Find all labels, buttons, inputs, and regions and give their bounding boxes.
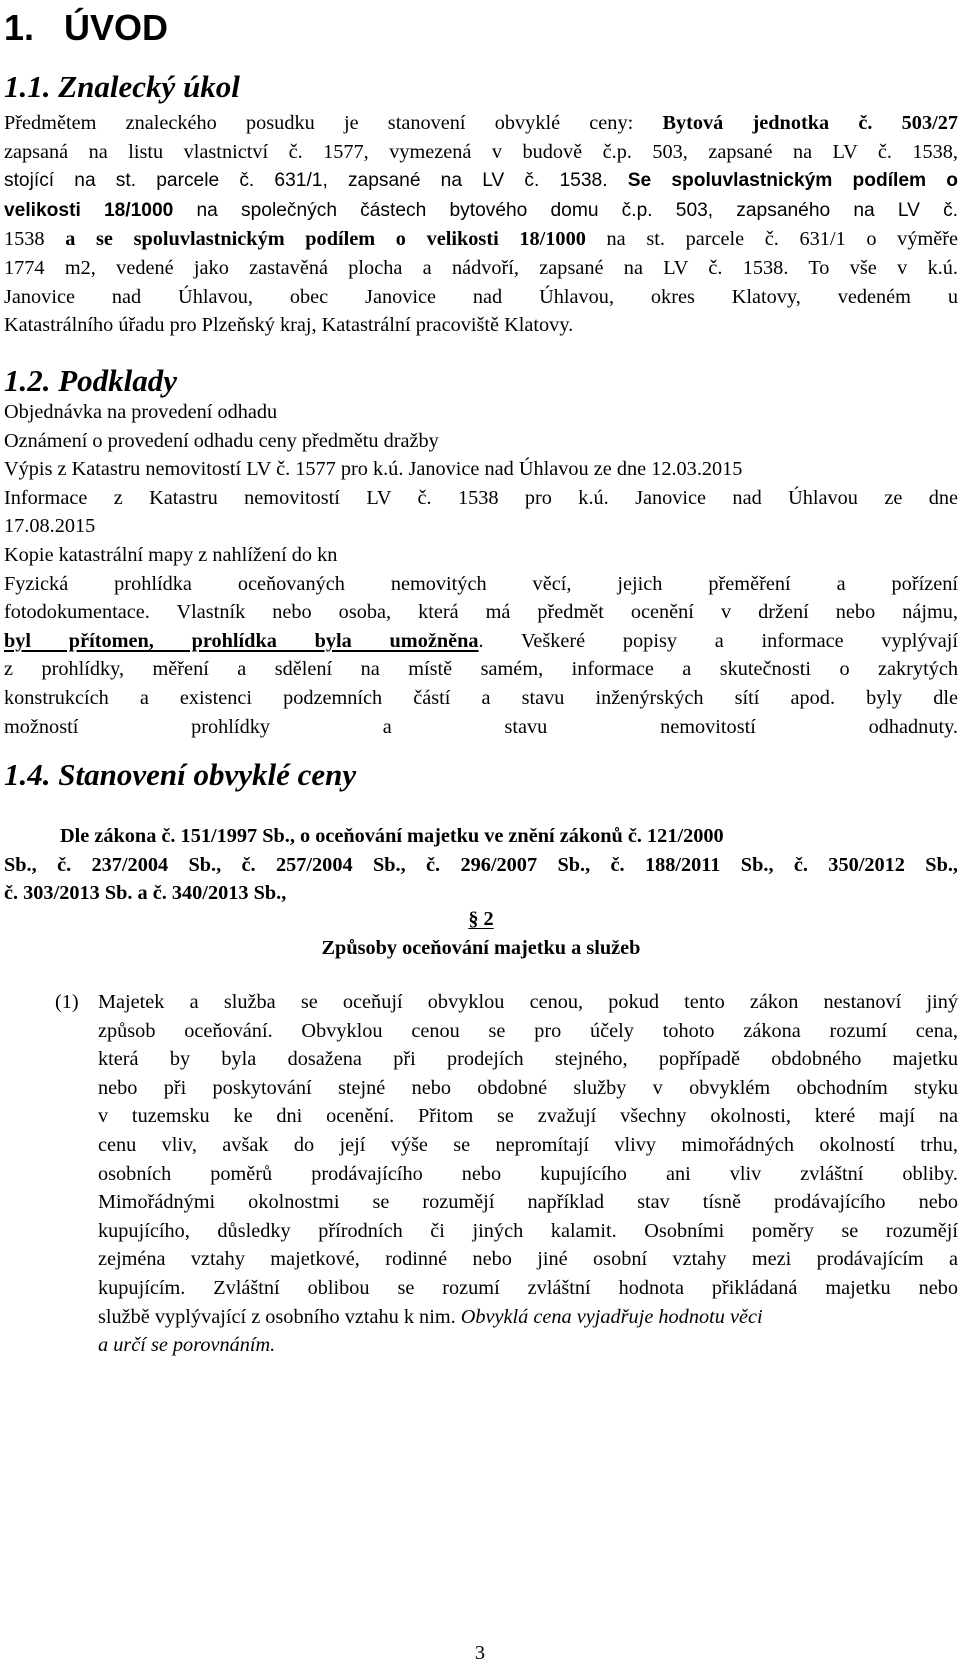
section-heading-valuation: 1.4. Stanovení obvyklé ceny (4, 757, 357, 792)
text-run: Objednávka na provedení odhadu (4, 401, 278, 423)
text-line (4, 138, 958, 167)
text-line (98, 1188, 958, 1217)
section-sources-body (4, 398, 958, 741)
text-run: 1538 (4, 228, 66, 251)
text-line (4, 283, 958, 312)
text-run: osobních poměrů prodávajícího nebo kupujícího ani vliv zvláštní obliby. (98, 1162, 958, 1185)
text-line (4, 684, 958, 713)
text-line (98, 1331, 958, 1360)
text-line (4, 512, 958, 541)
text-run: Obvyklá cena vyjadřuje hodnotu věci (460, 1305, 763, 1328)
text-line (4, 627, 958, 656)
text-line (4, 541, 958, 570)
chapter-title: ÚVOD (64, 7, 169, 48)
text-run: z prohlídky, měření a sdělení na místě samém, informace a skutečnosti o zakrytých (4, 658, 958, 681)
text-run: zapsaná na listu vlastnictví č. 1577, vymezená v budově č.p. 503, zapsané na LV č. 1538, (4, 140, 958, 163)
text-run: Majetek a služba se oceňují obvyklou cenou, pokud tento zákon nestanoví jiný (98, 991, 958, 1013)
paragraph-title: Způsoby oceňování majetku a služeb (321, 937, 641, 959)
text-line (4, 713, 958, 742)
text-run: na společných částech bytového domu č.p. 503, zapsaného na LV č. (173, 199, 958, 221)
text-run: Bytová jednotka č. (662, 112, 902, 134)
text-line (98, 1131, 958, 1160)
text-run: Se spoluvlastnickým podílem o (627, 170, 958, 192)
text-run: velikosti 18/1000 (4, 199, 174, 221)
text-run: službě vyplývající z osobního vztahu k nim. (98, 1305, 461, 1328)
text-line (98, 1274, 958, 1303)
text-line (4, 570, 958, 599)
text-run: možností prohlídky a stavu nemovitostí odhadnuty. (4, 715, 958, 738)
text-run: fotodokumentace. Vlastník nebo osoba, která má předmět ocenění v držení nebo nájmu, (4, 601, 958, 624)
law-line: č. 303/2013 Sb. a č. 340/2013 Sb., (4, 882, 287, 905)
text-run: a se spoluvlastnickým podílem o velikosti 18/1000 (65, 228, 586, 251)
text-line (98, 1102, 958, 1131)
text-run: stojící na st. parcele č. 631/1, zapsané na LV č. 1538. (4, 170, 628, 192)
text-run: Výpis z Katastru nemovitostí LV č. 1577 pro k.ú. Janovice nad Úhlavou ze dne 12.03.2015 (4, 458, 743, 481)
text-line (98, 1303, 958, 1332)
text-line (4, 225, 958, 254)
text-run: konstrukcích a existenci podzemních částí a stavu inženýrských sítí apod. byly dle (4, 686, 958, 709)
text-line (4, 655, 958, 684)
text-run: Předmětem znaleckého posudku je stanovení obvyklé ceny: (4, 112, 663, 134)
item-text (98, 988, 958, 1360)
text-run: 17.08.2015 (4, 515, 96, 538)
text-line (98, 1074, 958, 1103)
chapter-number: 1. (4, 7, 35, 48)
text-run: Oznámení o provedení odhadu ceny předmětu dražby (4, 429, 439, 452)
text-run: způsob oceňování. Obvyklou cenou se pro účely tohoto zákona rozumí cena, (98, 1019, 958, 1042)
text-run: na st. parcele č. 631/1 o výměře (585, 228, 958, 251)
law-line: Dle zákona č. 151/1997 Sb., o oceňování majetku ve znění zákonů č. 121/2000 (60, 825, 724, 847)
law-line: Sb., č. 237/2004 Sb., č. 257/2004 Sb., č. 296/2007 Sb., č. 188/2011 Sb., č. 350/2012 Sb., (4, 853, 958, 876)
text-line (4, 598, 958, 627)
text-run: která by byla dosažena při prodejích stejného, popřípadě obdobného majetku (98, 1048, 958, 1071)
text-line (4, 254, 958, 283)
text-run: . Veškeré popisy a informace vyplývají (478, 629, 958, 652)
text-line (4, 484, 958, 513)
text-run: cenu vliv, avšak do její výše se nepromítají vlivy mimořádných okolností trhu, (98, 1133, 958, 1156)
text-line (98, 988, 958, 1017)
text-line (4, 196, 958, 226)
text-line (98, 1217, 958, 1246)
text-run: 1774 m2, vedené jako zastavěná plocha a nádvoří, zapsané na LV č. 1538. To vše v k.ú. (4, 256, 958, 279)
text-run: Kopie katastrální mapy z nahlížení do kn (4, 543, 338, 566)
text-run: Fyzická prohlídka oceňovaných nemovitých věcí, jejich přeměření a pořízení (4, 572, 958, 595)
text-run: zejména vztahy majetkové, rodinné nebo jiné osobní vztahy mezi prodávajícím a (98, 1248, 958, 1271)
page-number: 3 (474, 1642, 486, 1664)
text-line (4, 311, 958, 340)
section-heading-sources: 1.2. Podklady (4, 363, 178, 398)
item-number: (1) (55, 991, 79, 1013)
section-task-body (4, 109, 958, 340)
text-run: Mimořádnými okolnostmi se rozumějí například stav tísně prodávajícího nebo (98, 1191, 958, 1214)
text-run: Informace z Katastru nemovitostí LV č. 1538 pro k.ú. Janovice nad Úhlavou ze dne (4, 486, 958, 509)
text-line (98, 1017, 958, 1046)
text-run: Janovice nad Úhlavou, obec Janovice nad Úhlavou, okres Klatovy, vedeném u (4, 285, 958, 308)
text-line (4, 398, 958, 427)
text-run: nebo při poskytování stejné nebo obdobné služby v obvyklém obchodním styku (98, 1076, 958, 1099)
text-run: a určí se porovnáním. (98, 1334, 276, 1357)
text-run: v tuzemsku ke dni ocenění. Přitom se zvažují všechny okolnosti, které mají na (98, 1105, 958, 1128)
text-run: byl přítomen, prohlídka byla umožněna (4, 629, 479, 652)
text-line (98, 1160, 958, 1189)
text-run: 503/27 (901, 112, 958, 134)
text-line (98, 1045, 958, 1074)
chapter-heading (4, 6, 168, 50)
text-line (4, 166, 958, 196)
paragraph-mark: § 2 (468, 908, 494, 930)
text-run: Katastrálního úřadu pro Plzeňský kraj, Katastrální pracoviště Klatovy. (4, 314, 574, 337)
law-reference (4, 822, 958, 908)
text-line (98, 1245, 958, 1274)
text-line (4, 455, 958, 484)
text-line (4, 109, 958, 138)
text-line (4, 427, 958, 456)
section-heading-task: 1.1. Znalecký úkol (4, 69, 240, 104)
text-run: kupujícím. Zvláštní oblibou se rozumí zvláštní hodnota přikládaná majetku nebo (98, 1276, 958, 1299)
text-run: kupujícího, důsledky přírodních či jiných kalamit. Osobními poměry se rozumějí (98, 1219, 958, 1242)
